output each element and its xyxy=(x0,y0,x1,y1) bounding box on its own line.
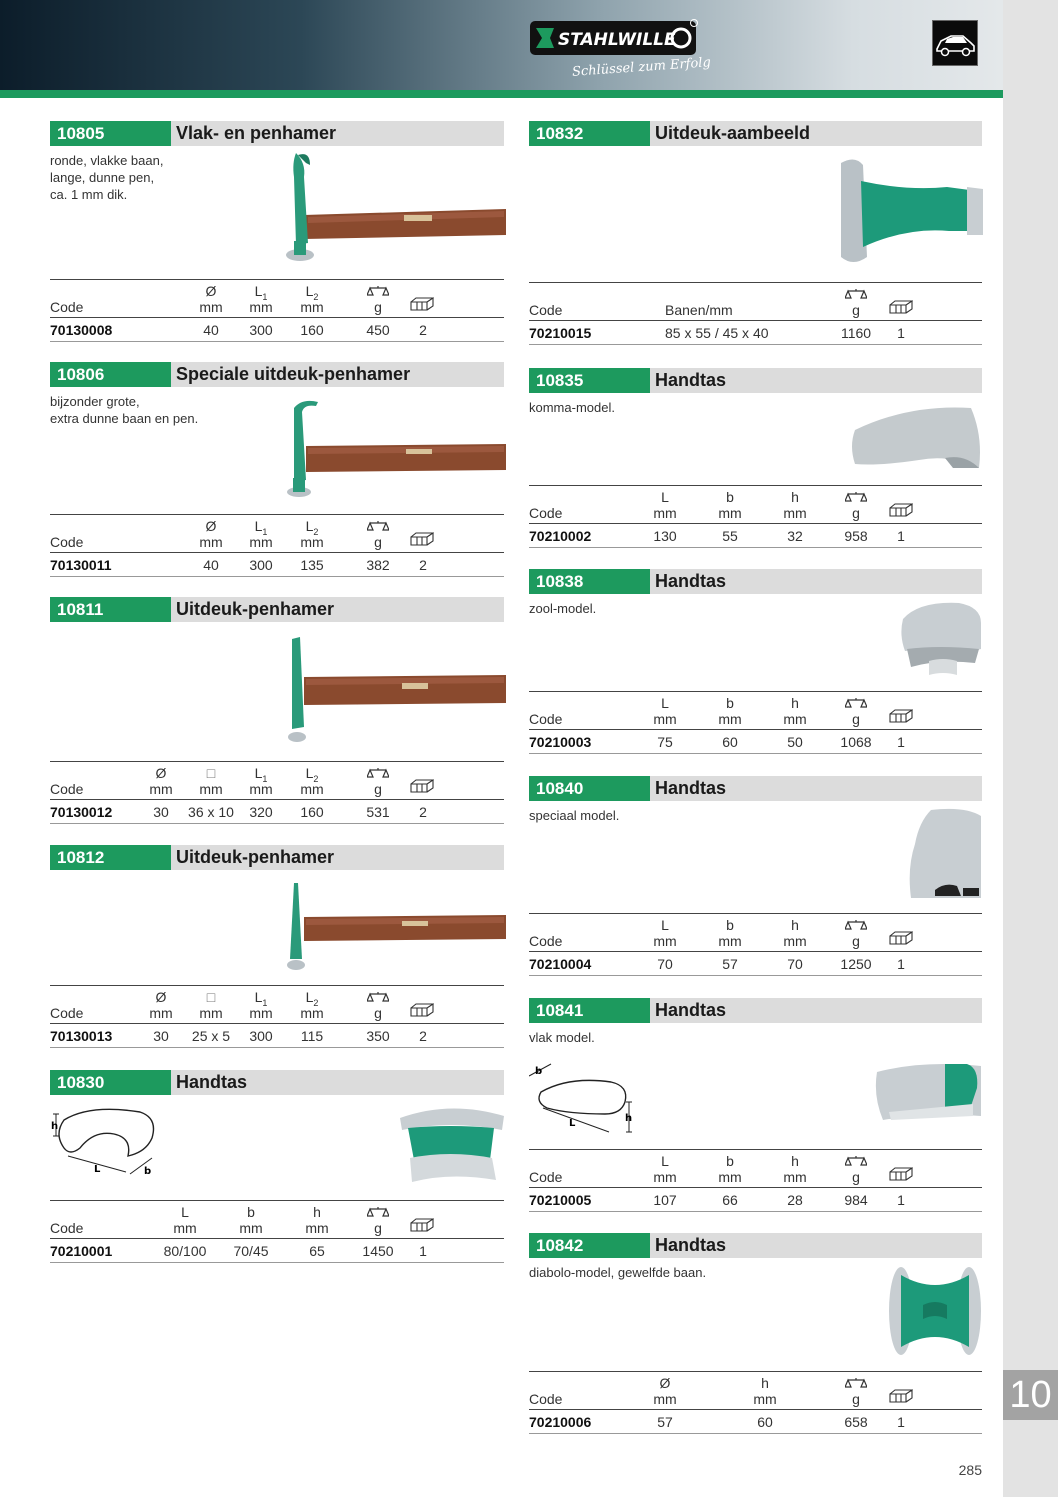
page-header-banner xyxy=(0,0,1003,90)
header-unit: g xyxy=(374,1005,382,1021)
cell: 85 x 55 / 45 x 40 xyxy=(665,325,769,341)
header-code: Code xyxy=(529,933,563,949)
cell: 28 xyxy=(787,1192,803,1208)
article-code: 70210006 xyxy=(529,1414,592,1430)
scale-icon xyxy=(367,1206,389,1219)
scale-icon xyxy=(845,919,867,932)
section-header xyxy=(529,1233,982,1258)
product-title: Handtas xyxy=(655,571,727,591)
cell: 300 xyxy=(249,1028,273,1044)
header-unit: mm xyxy=(300,781,324,797)
product-title: Uitdeuk-aambeeld xyxy=(655,123,811,143)
header-L: L xyxy=(661,917,669,933)
header-unit: g xyxy=(374,781,382,797)
dolly-image xyxy=(899,601,983,679)
cell: 115 xyxy=(300,1028,324,1044)
header-L: L xyxy=(661,489,669,505)
box-icon xyxy=(410,779,434,793)
header-code: Code xyxy=(529,1391,563,1407)
header-unit: g xyxy=(852,933,860,949)
cell: 1 xyxy=(419,1243,427,1259)
car-icon xyxy=(932,20,978,66)
header-unit: mm xyxy=(718,711,742,727)
section-header xyxy=(50,597,504,622)
hammer-image xyxy=(284,883,506,973)
cell: 70 xyxy=(657,956,673,972)
dimension-diagram xyxy=(50,1108,160,1180)
article-code: 70210002 xyxy=(529,528,592,544)
dolly-image xyxy=(905,808,983,900)
header-unit: mm xyxy=(300,1005,324,1021)
header-unit: mm xyxy=(783,711,807,727)
section-header xyxy=(50,362,504,387)
header-unit: mm xyxy=(300,299,324,315)
logo-text: STAHLWILLE xyxy=(558,30,676,50)
cell: 57 xyxy=(722,956,738,972)
header-L1: $L_1$ xyxy=(254,518,268,537)
cell: 25 x 5 xyxy=(191,1028,231,1044)
cell: 30 xyxy=(153,1028,169,1044)
box-icon xyxy=(889,503,913,517)
header-code: Code xyxy=(50,299,84,315)
product-title: Handtas xyxy=(655,1000,727,1020)
diagram-label-L: L xyxy=(94,1164,101,1175)
scale-icon xyxy=(845,1377,867,1390)
article-code: 70210004 xyxy=(529,956,592,972)
header-h: h xyxy=(791,1153,799,1169)
product-title: Speciale uitdeuk-penhamer xyxy=(176,364,411,384)
product-title: Uitdeuk-penhamer xyxy=(176,847,335,867)
cell: 57 xyxy=(657,1414,673,1430)
cell: 958 xyxy=(844,528,868,544)
header-unit: mm xyxy=(653,1391,677,1407)
header-unit: mm xyxy=(149,781,173,797)
cell: 80/100 xyxy=(163,1243,207,1259)
section-header xyxy=(529,998,982,1023)
header-unit: g xyxy=(374,1220,382,1236)
article-code: 70210015 xyxy=(529,325,592,341)
diagram-label-h: h xyxy=(625,1113,633,1124)
scale-icon xyxy=(845,1155,867,1168)
scale-icon xyxy=(367,285,389,298)
box-icon xyxy=(889,1167,913,1181)
product-10832 xyxy=(529,121,982,349)
cell: 1 xyxy=(897,1192,905,1208)
header-unit: mm xyxy=(653,933,677,949)
cell: 350 xyxy=(366,1028,390,1044)
header-unit: mm xyxy=(718,933,742,949)
header-unit: mm xyxy=(149,1005,173,1021)
box-icon xyxy=(410,532,434,546)
product-10840 xyxy=(529,776,982,978)
section-header xyxy=(529,121,982,146)
article-code: 70130012 xyxy=(50,804,113,820)
header-unit: g xyxy=(852,711,860,727)
header-unit: g xyxy=(852,1169,860,1185)
box-icon xyxy=(889,300,913,314)
cell: 1 xyxy=(897,956,905,972)
header-unit: mm xyxy=(249,299,273,315)
article-code: 70130011 xyxy=(50,557,112,573)
header-diameter: Ø xyxy=(205,518,217,534)
section-header xyxy=(50,1070,504,1095)
cell: 36 x 10 xyxy=(188,804,234,820)
product-description: speciaal model. xyxy=(529,808,620,823)
product-number: 10842 xyxy=(529,1233,650,1258)
header-h: h xyxy=(791,489,799,505)
header-unit: mm xyxy=(249,781,273,797)
header-L2: $L_2$ xyxy=(305,283,319,302)
cell: 1068 xyxy=(840,734,872,750)
header-unit: mm xyxy=(653,505,677,521)
header-unit: mm xyxy=(249,534,273,550)
header-unit: mm xyxy=(305,1220,329,1236)
product-number: 10835 xyxy=(529,368,650,393)
header-L1: $L_1$ xyxy=(254,765,268,784)
header-unit: mm xyxy=(718,1169,742,1185)
product-10812 xyxy=(50,845,504,1055)
header-unit: mm xyxy=(173,1220,197,1236)
dolly-image xyxy=(849,406,983,474)
header-diameter: Ø xyxy=(205,283,217,299)
header-L: L xyxy=(661,695,669,711)
cell: 1 xyxy=(897,1414,905,1430)
article-code: 70130013 xyxy=(50,1028,113,1044)
header-unit: g xyxy=(374,299,382,315)
cell: 531 xyxy=(366,804,390,820)
cell: 320 xyxy=(249,804,273,820)
article-code: 70130008 xyxy=(50,322,113,338)
article-code: 70210001 xyxy=(50,1243,113,1259)
cell: 658 xyxy=(844,1414,868,1430)
header-b: b xyxy=(726,489,734,505)
header-banen: Banen/mm xyxy=(665,302,733,318)
hammer-image xyxy=(284,398,506,498)
product-10811 xyxy=(50,597,504,827)
header-diameter: Ø xyxy=(155,765,167,781)
cell: 984 xyxy=(844,1192,868,1208)
dolly-image xyxy=(394,1106,506,1184)
section-header xyxy=(529,569,982,594)
header-unit: mm xyxy=(199,781,223,797)
product-number: 10805 xyxy=(50,121,171,146)
cell: 1450 xyxy=(362,1243,394,1259)
product-number: 10812 xyxy=(50,845,171,870)
header-h: h xyxy=(761,1375,769,1391)
section-header xyxy=(50,121,504,146)
cell: 2 xyxy=(419,557,427,573)
box-icon xyxy=(889,1389,913,1403)
article-code: 70210005 xyxy=(529,1192,592,1208)
header-h: h xyxy=(791,695,799,711)
header-code: Code xyxy=(50,781,84,797)
scale-icon xyxy=(367,767,389,780)
product-number: 10806 xyxy=(50,362,171,387)
cell: 1160 xyxy=(840,325,872,341)
scale-icon xyxy=(845,288,867,301)
header-h: h xyxy=(313,1204,321,1220)
header-square: □ xyxy=(206,989,216,1005)
header-unit: mm xyxy=(653,711,677,727)
header-code: Code xyxy=(50,1220,84,1236)
product-number: 10830 xyxy=(50,1070,171,1095)
chapter-tab[interactable]: 10 xyxy=(1003,1370,1058,1420)
header-h: h xyxy=(791,917,799,933)
header-L2: $L_2$ xyxy=(305,518,319,537)
header-b: b xyxy=(247,1204,255,1220)
header-unit: mm xyxy=(653,1169,677,1185)
cell: 1 xyxy=(897,734,905,750)
cell: 60 xyxy=(722,734,738,750)
product-number: 10841 xyxy=(529,998,650,1023)
side-margin xyxy=(1003,0,1058,1497)
header-unit: mm xyxy=(718,505,742,521)
box-icon xyxy=(410,297,434,311)
product-10835 xyxy=(529,368,982,550)
header-code: Code xyxy=(529,711,563,727)
header-diameter: Ø xyxy=(155,989,167,1005)
box-icon xyxy=(410,1218,434,1232)
header-unit: mm xyxy=(199,1005,223,1021)
scale-icon xyxy=(845,697,867,710)
product-title: Uitdeuk-penhamer xyxy=(176,599,335,619)
header-L2: $L_2$ xyxy=(305,765,319,784)
product-10806 xyxy=(50,362,504,580)
header-b: b xyxy=(726,695,734,711)
section-header xyxy=(529,368,982,393)
cell: 2 xyxy=(419,1028,427,1044)
cell: 130 xyxy=(653,528,677,544)
header-code: Code xyxy=(50,534,84,550)
cell: 160 xyxy=(300,322,324,338)
header-diameter: Ø xyxy=(659,1375,671,1391)
dimension-diagram xyxy=(529,1062,639,1138)
product-description: diabolo-model, gewelfde baan. xyxy=(529,1265,707,1280)
cell: 75 xyxy=(657,734,673,750)
product-description: vlak model. xyxy=(529,1030,595,1045)
cell: 107 xyxy=(653,1192,677,1208)
header-b: b xyxy=(726,917,734,933)
brand-tagline: Schlüssel zum Erfolg xyxy=(571,55,712,80)
header-unit: mm xyxy=(783,933,807,949)
header-code: Code xyxy=(529,505,563,521)
cell: 1 xyxy=(897,325,905,341)
header-unit: mm xyxy=(199,534,223,550)
diagram-label-L: L xyxy=(569,1118,576,1129)
cell: 2 xyxy=(419,804,427,820)
cell: 300 xyxy=(249,322,273,338)
header-green-stripe xyxy=(0,90,1003,98)
header-unit: mm xyxy=(199,299,223,315)
product-10830 xyxy=(50,1070,504,1270)
header-code: Code xyxy=(529,302,563,318)
cell: 2 xyxy=(419,322,427,338)
header-code: Code xyxy=(50,1005,84,1021)
page-number: 285 xyxy=(958,1462,982,1478)
cell: 1250 xyxy=(840,956,872,972)
product-description: zool-model. xyxy=(529,601,597,616)
section-header xyxy=(529,776,982,801)
product-description: ronde, vlakke baan, lange, dunne pen, ca. 1 mm dik. xyxy=(50,153,164,202)
header-unit: g xyxy=(852,1391,860,1407)
article-code: 70210003 xyxy=(529,734,592,750)
cell: 70/45 xyxy=(233,1243,269,1259)
product-title: Handtas xyxy=(655,778,727,798)
diagram-label-h: h xyxy=(51,1121,59,1132)
header-L: L xyxy=(661,1153,669,1169)
header-unit: mm xyxy=(300,534,324,550)
product-title: Vlak- en penhamer xyxy=(176,123,337,143)
scale-icon xyxy=(367,991,389,1004)
diagram-label-b: b xyxy=(535,1066,543,1077)
cell: 66 xyxy=(722,1192,738,1208)
cell: 55 xyxy=(722,528,738,544)
stahlwille-logo xyxy=(530,18,700,58)
product-number: 10838 xyxy=(529,569,650,594)
cell: 1 xyxy=(897,528,905,544)
box-icon xyxy=(889,931,913,945)
box-icon xyxy=(889,709,913,723)
product-title: Handtas xyxy=(176,1072,248,1092)
cell: 65 xyxy=(309,1243,325,1259)
header-L: L xyxy=(181,1204,189,1220)
cell: 50 xyxy=(787,734,803,750)
header-b: b xyxy=(726,1153,734,1169)
cell: 70 xyxy=(787,956,803,972)
header-unit: g xyxy=(374,534,382,550)
header-square: □ xyxy=(206,765,216,781)
header-unit: mm xyxy=(783,1169,807,1185)
product-10805 xyxy=(50,121,504,346)
header-unit: mm xyxy=(249,1005,273,1021)
section-header xyxy=(50,845,504,870)
anvil-image xyxy=(837,157,983,267)
cell: 300 xyxy=(249,557,273,573)
box-icon xyxy=(410,1003,434,1017)
dolly-image xyxy=(887,1265,983,1357)
cell: 60 xyxy=(757,1414,773,1430)
header-code: Code xyxy=(529,1169,563,1185)
product-title: Handtas xyxy=(655,1235,727,1255)
header-unit: mm xyxy=(239,1220,263,1236)
hammer-image xyxy=(284,637,506,745)
header-L1: $L_1$ xyxy=(254,989,268,1008)
cell: 32 xyxy=(787,528,803,544)
scale-icon xyxy=(367,520,389,533)
scale-icon xyxy=(845,491,867,504)
product-description: bijzonder grote, extra dunne baan en pen. xyxy=(50,394,199,426)
header-unit: g xyxy=(852,302,860,318)
hammer-image xyxy=(284,153,506,265)
product-10841 xyxy=(529,998,982,1216)
product-10842 xyxy=(529,1233,982,1443)
header-L2: $L_2$ xyxy=(305,989,319,1008)
product-description: komma-model. xyxy=(529,400,615,415)
diagram-label-b: b xyxy=(144,1166,152,1177)
cell: 135 xyxy=(300,557,324,573)
cell: 40 xyxy=(203,322,219,338)
cell: 382 xyxy=(366,557,390,573)
product-title: Handtas xyxy=(655,370,727,390)
header-L1: $L_1$ xyxy=(254,283,268,302)
product-number: 10811 xyxy=(50,597,171,622)
header-unit: mm xyxy=(753,1391,777,1407)
cell: 160 xyxy=(300,804,324,820)
cell: 40 xyxy=(203,557,219,573)
header-unit: mm xyxy=(783,505,807,521)
product-10838 xyxy=(529,569,982,755)
product-number: 10840 xyxy=(529,776,650,801)
cell: 450 xyxy=(366,322,390,338)
product-number: 10832 xyxy=(529,121,650,146)
cell: 30 xyxy=(153,804,169,820)
dolly-image xyxy=(873,1062,983,1122)
header-unit: g xyxy=(852,505,860,521)
